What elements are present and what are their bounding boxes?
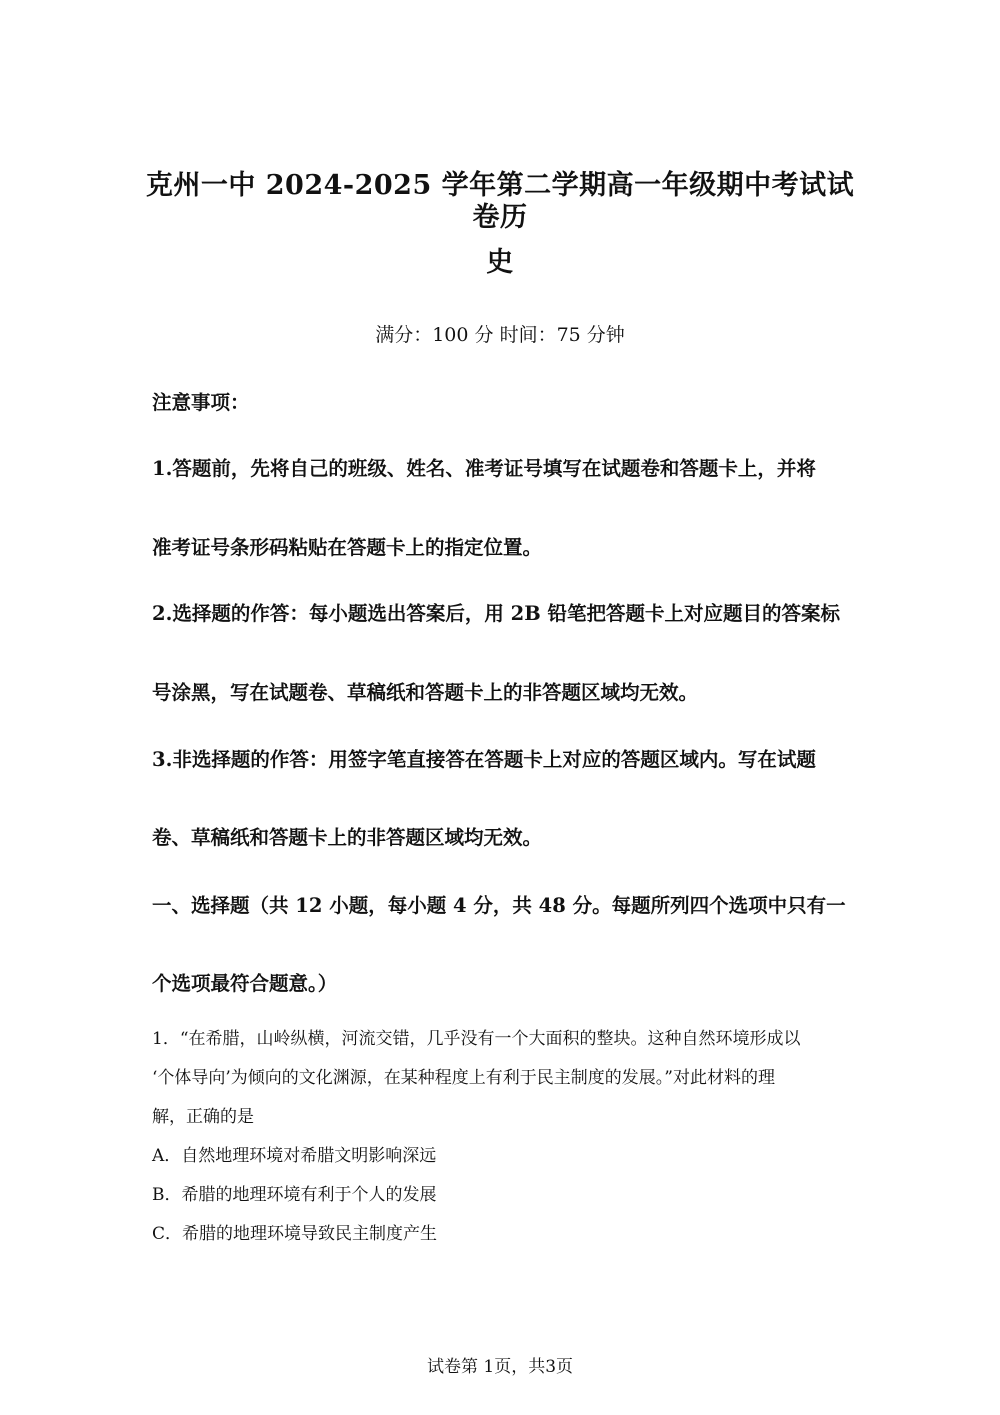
notice-line: 卷、草稿纸和答题卡上的非答题区域均无效。	[152, 826, 543, 849]
notice-line: 2.选择题的作答：每小题选出答案后，用 2B 铅笔把答题卡上对应题目的答案标	[152, 602, 840, 625]
notice-heading: 注意事项：	[152, 391, 250, 414]
notice-line: 1.答题前，先将自己的班级、姓名、准考证号填写在试题卷和答题卡上，并将	[152, 457, 816, 480]
question-option-a: A．自然地理环境对希腊文明影响深远	[152, 1146, 437, 1166]
question-stem-line: 解，正确的是	[152, 1107, 254, 1127]
page-footer: 试卷第 1页，共3页	[426, 1357, 574, 1377]
question-stem-line: 1．“在希腊，山岭纵横，河流交错，几乎没有一个大面积的整块。这种自然环境形成以	[152, 1029, 801, 1049]
exam-meta: 满分：100 分 时间：75 分钟	[375, 324, 625, 346]
exam-title-line-2: 史	[486, 247, 514, 278]
question-option-b: B．希腊的地理环境有利于个人的发展	[152, 1185, 437, 1205]
notice-line: 号涂黑，写在试题卷、草稿纸和答题卡上的非答题区域均无效。	[152, 681, 699, 704]
notice-line: 3.非选择题的作答：用签字笔直接答在答题卡上对应的答题区域内。写在试题	[152, 748, 816, 771]
question-option-c: C．希腊的地理环境导致民主制度产生	[152, 1224, 438, 1244]
notice-line: 准考证号条形码粘贴在答题卡上的指定位置。	[152, 536, 543, 559]
section-heading-line: 个选项最符合题意。）	[152, 972, 338, 995]
exam-title-line-1: 克州一中 2024-2025 学年第二学期高一年级期中考试试卷历	[145, 170, 855, 233]
section-heading-line: 一、选择题（共 12 小题，每小题 4 分，共 48 分。每题所列四个选项中只有一	[152, 894, 846, 917]
question-stem-line: ‘个体导向’为倾向的文化渊源，在某种程度上有利于民主制度的发展。”对此材料的理	[152, 1068, 775, 1088]
